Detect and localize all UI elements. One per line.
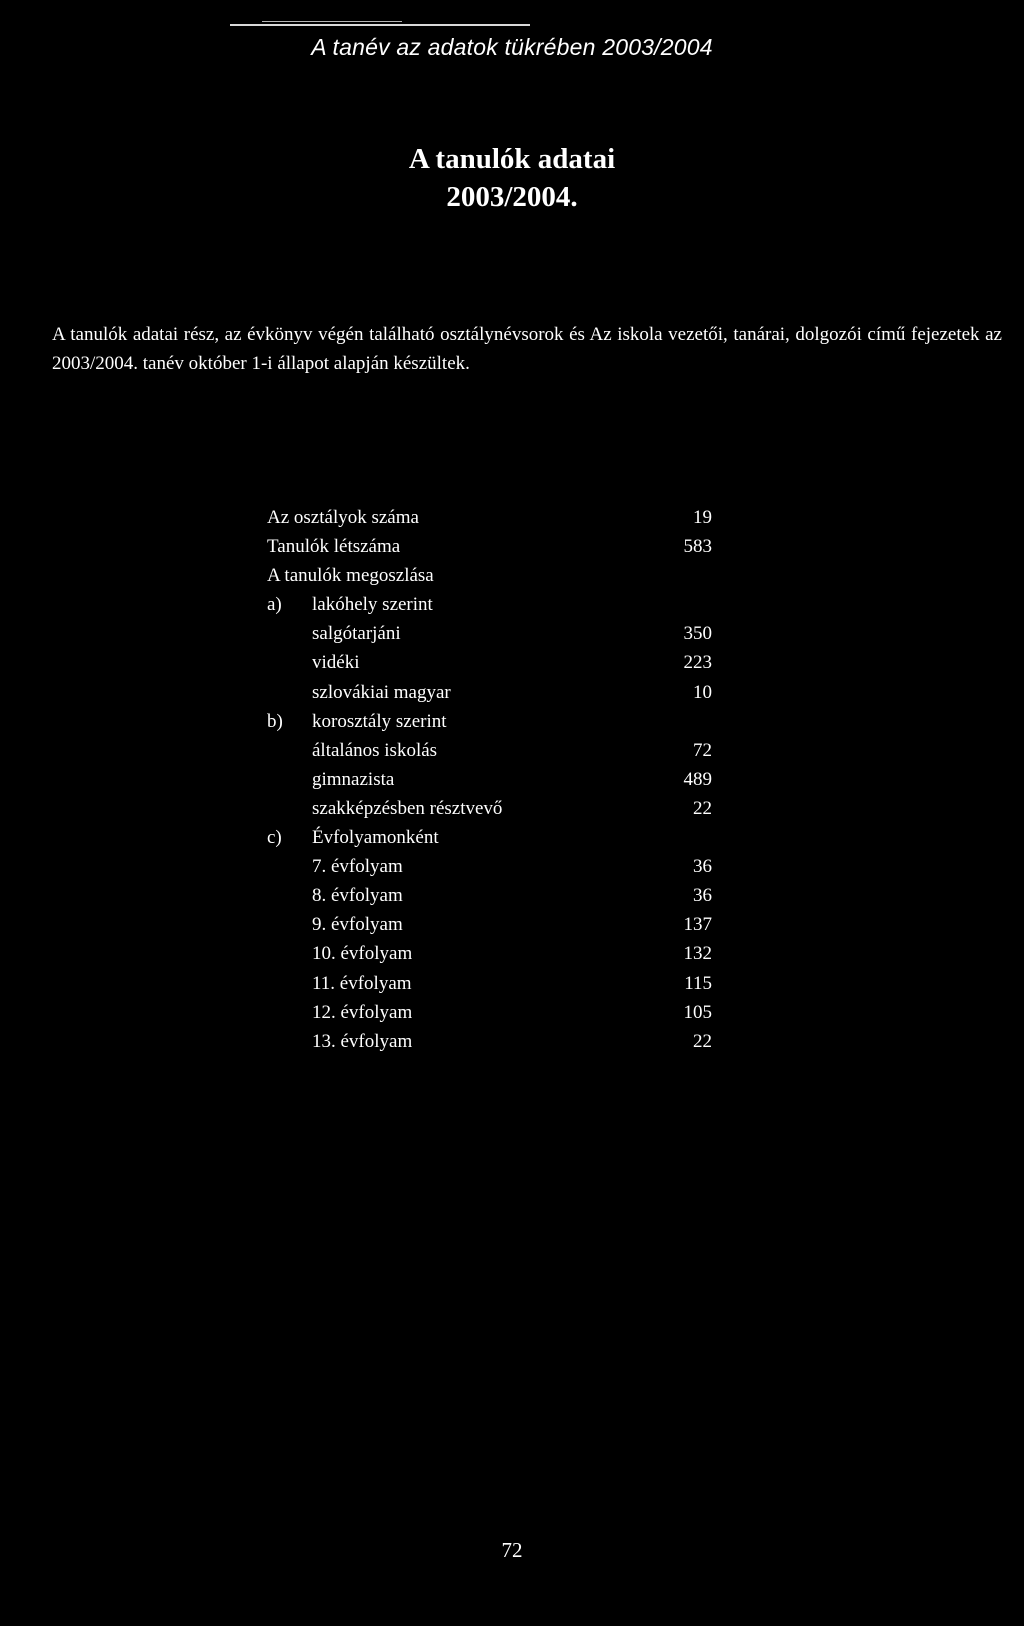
header-rule-secondary <box>262 21 402 22</box>
stat-value: 22 <box>693 1030 712 1052</box>
stat-label: 9. évfolyam <box>312 914 403 936</box>
stat-row <box>267 852 727 881</box>
stat-label: 8. évfolyam <box>312 885 403 907</box>
stat-row <box>267 969 727 998</box>
student-statistics-list <box>267 503 727 1056</box>
page-title-line-1: A tanulók adatai <box>408 143 616 175</box>
stat-label: lakóhely szerint <box>312 594 433 616</box>
stat-row <box>267 765 727 794</box>
page-title-line-2: 2003/2004. <box>446 181 578 213</box>
stat-row <box>267 503 727 532</box>
stat-label: szakképzésben résztvevő <box>312 797 503 819</box>
stat-row <box>267 939 727 968</box>
page-title <box>0 140 1024 216</box>
stat-value: 489 <box>683 768 712 790</box>
stat-value: 583 <box>683 536 712 558</box>
stat-label: gimnazista <box>312 768 395 790</box>
page-number: 72 <box>501 1538 523 1562</box>
stat-row <box>267 1027 727 1056</box>
stat-marker: c) <box>267 827 282 849</box>
stat-row <box>267 736 727 765</box>
stat-label: 11. évfolyam <box>312 972 412 994</box>
stat-value: 223 <box>683 652 712 674</box>
stat-row <box>267 561 727 590</box>
stat-row <box>267 910 727 939</box>
stat-row <box>267 590 727 619</box>
stat-row <box>267 648 727 677</box>
stat-row <box>267 794 727 823</box>
stat-label: salgótarjáni <box>312 623 401 645</box>
stat-value: 19 <box>693 507 712 528</box>
stat-label: 13. évfolyam <box>312 1030 413 1052</box>
stat-marker: a) <box>267 594 282 616</box>
stat-row <box>267 823 727 852</box>
stat-value: 36 <box>693 885 712 907</box>
stat-row <box>267 619 727 648</box>
stat-marker: b) <box>267 710 283 732</box>
stat-value: 132 <box>683 943 712 965</box>
stat-value: 137 <box>683 914 712 936</box>
stat-label: Az osztályok száma <box>267 507 419 528</box>
stat-row <box>267 678 727 707</box>
stat-row <box>267 532 727 561</box>
header-rule <box>230 24 530 26</box>
stat-value: 22 <box>693 797 712 819</box>
stat-label: vidéki <box>312 652 360 674</box>
stat-value: 115 <box>684 972 712 994</box>
stat-label: 12. évfolyam <box>312 1001 413 1023</box>
stat-label: A tanulók megoszlása <box>267 565 434 587</box>
running-head: A tanév az adatok tükrében 2003/2004 <box>311 34 713 60</box>
stat-label: 7. évfolyam <box>312 856 403 878</box>
stat-value: 10 <box>693 681 712 703</box>
stat-label: Tanulók létszáma <box>267 536 401 558</box>
stat-value: 350 <box>683 623 712 645</box>
stat-label: 10. évfolyam <box>312 943 413 965</box>
stat-label: Évfolyamonként <box>312 827 439 849</box>
stat-row <box>267 998 727 1027</box>
stat-value: 72 <box>693 739 712 761</box>
stat-value: 36 <box>693 856 712 878</box>
stat-label: általános iskolás <box>312 739 438 761</box>
stat-label: korosztály szerint <box>312 710 447 732</box>
stat-value: 105 <box>683 1001 712 1023</box>
stat-label: szlovákiai magyar <box>312 681 451 703</box>
stat-row <box>267 881 727 910</box>
stat-row <box>267 707 727 736</box>
intro-paragraph: A tanulók adatai rész, az évkönyv végén található osztálynévsorok és Az iskola vezetői, tanárai, dolgozói című fejezetek az 2003/2004. tanév október 1-i állapot alapján készültek. <box>52 324 1002 374</box>
